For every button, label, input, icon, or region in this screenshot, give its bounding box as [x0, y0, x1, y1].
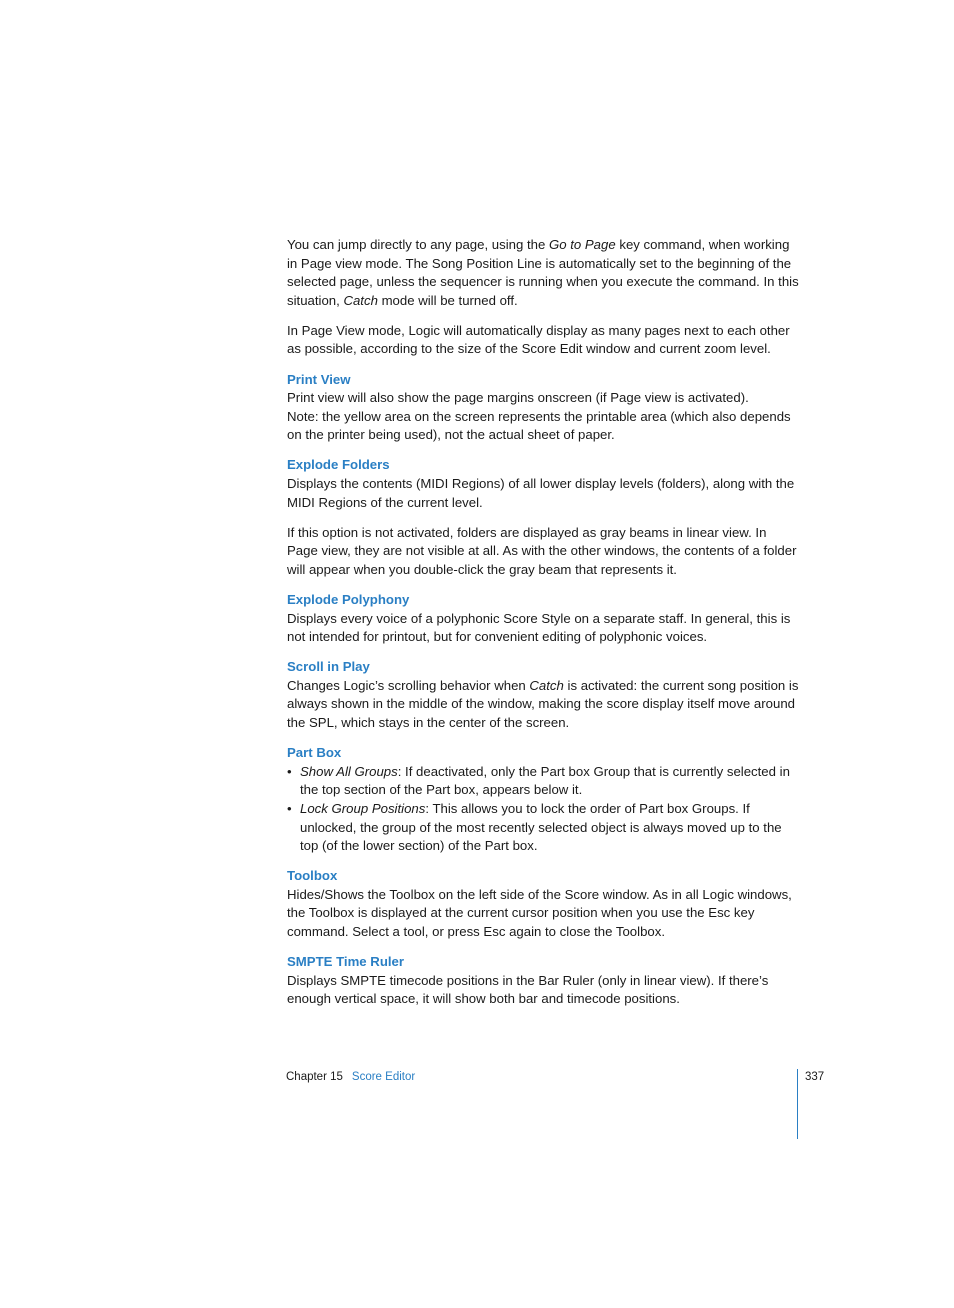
section-body: Hides/Shows the Toolbox on the left side of the Score window. As in all Logic windows, the Toolbox is displayed at the current cursor position when you use the Esc key command. Select a tool, or press Esc again to close the Toolbox.: [287, 886, 792, 939]
list-item-text: : If deactivated, only the Part box Group that is currently selected in the top section of the Part box, appears below it.: [300, 763, 790, 798]
section-heading: Print View: [287, 371, 351, 387]
section-heading: Explode Folders: [287, 457, 390, 473]
section-heading: SMPTE Time Ruler: [287, 954, 405, 970]
section-toolbox: [287, 867, 799, 941]
section-body: Displays every voice of a polyphonic Score Style on a separate staff. In general, this is not intended for printout, but for convenient editing of polyphonic voices.: [287, 610, 791, 645]
section-body: Displays SMPTE timecode positions in the Bar Ruler (only in linear view). If there’s enough vertical space, it will show both bar and timecode positions.: [287, 972, 769, 1007]
section-note: Note: the yellow area on the screen represents the printable area (which also depends on the printer being used), not the actual sheet of paper.: [287, 408, 791, 443]
section-heading: Scroll in Play: [287, 659, 370, 675]
explode-folders-extra: If this option is not activated, folders are displayed as gray beams in linear view. In Page view, they are not visible at all. As with the other windows, the contents of a folder will appear when you double-click the gray beam that represents it.: [287, 524, 797, 577]
part-box-list: [287, 763, 799, 856]
chapter-label: Chapter 15: [286, 1071, 343, 1083]
page-number: 337: [805, 1071, 825, 1083]
section-heading: Part Box: [287, 745, 342, 761]
section-explode-folders: [287, 456, 799, 512]
list-item-text: : This allows you to lock the order of Part box Groups. If unlocked, the group of the most recently selected object is always moved up to the top (of the lower section) of the Part box.: [300, 800, 782, 854]
intro-paragraph-1: [287, 236, 799, 310]
list-item-term: Show All Groups: [300, 763, 398, 779]
body-text: Changes Logic’s scrolling behavior when: [287, 677, 530, 693]
list-item: [287, 763, 799, 800]
body-text: is activated: the current song position is always shown in the middle of the window, making the score display itself move around the SPL, which stays in the center of the screen.: [287, 677, 799, 731]
page-footer: [286, 1069, 415, 1085]
section-body: [287, 677, 799, 733]
footer-divider: [797, 1069, 798, 1139]
intro-text: key command, when working in Page view mode. The Song Position Line is automatically set to the beginning of the selected page, unless the sequencer is running when you execute the command. In this situation,: [287, 237, 799, 308]
intro-text: You can jump directly to any page, using the: [287, 237, 549, 252]
section-body: Displays the contents (MIDI Regions) of all lower display levels (folders), along with the MIDI Regions of the current level.: [287, 476, 795, 510]
section-print-view: [287, 371, 799, 445]
catch-term: Catch: [343, 292, 378, 308]
list-item-term: Lock Group Positions: [300, 800, 426, 816]
page-content: [287, 236, 799, 1020]
intro-paragraph-2: In Page View mode, Logic will automatically display as many pages next to each other as possible, according to the size of the Score Edit window and current zoom level.: [287, 322, 790, 357]
section-smpte-time-ruler: [287, 953, 799, 1009]
catch-term: Catch: [529, 677, 564, 693]
go-to-page-term: Go to Page: [548, 237, 616, 252]
section-part-box: [287, 744, 799, 856]
section-explode-polyphony: [287, 591, 799, 647]
list-item: [287, 800, 799, 856]
section-scroll-in-play: [287, 658, 799, 732]
bullet: •: [287, 800, 292, 816]
intro-text: mode will be turned off.: [377, 292, 518, 308]
section-heading: Toolbox: [287, 868, 338, 884]
section-body: Print view will also show the page margins onscreen (if Page view is activated).: [287, 390, 749, 406]
section-heading: Explode Polyphony: [287, 592, 410, 607]
bullet: •: [287, 763, 292, 779]
chapter-title: Score Editor: [351, 1071, 416, 1083]
